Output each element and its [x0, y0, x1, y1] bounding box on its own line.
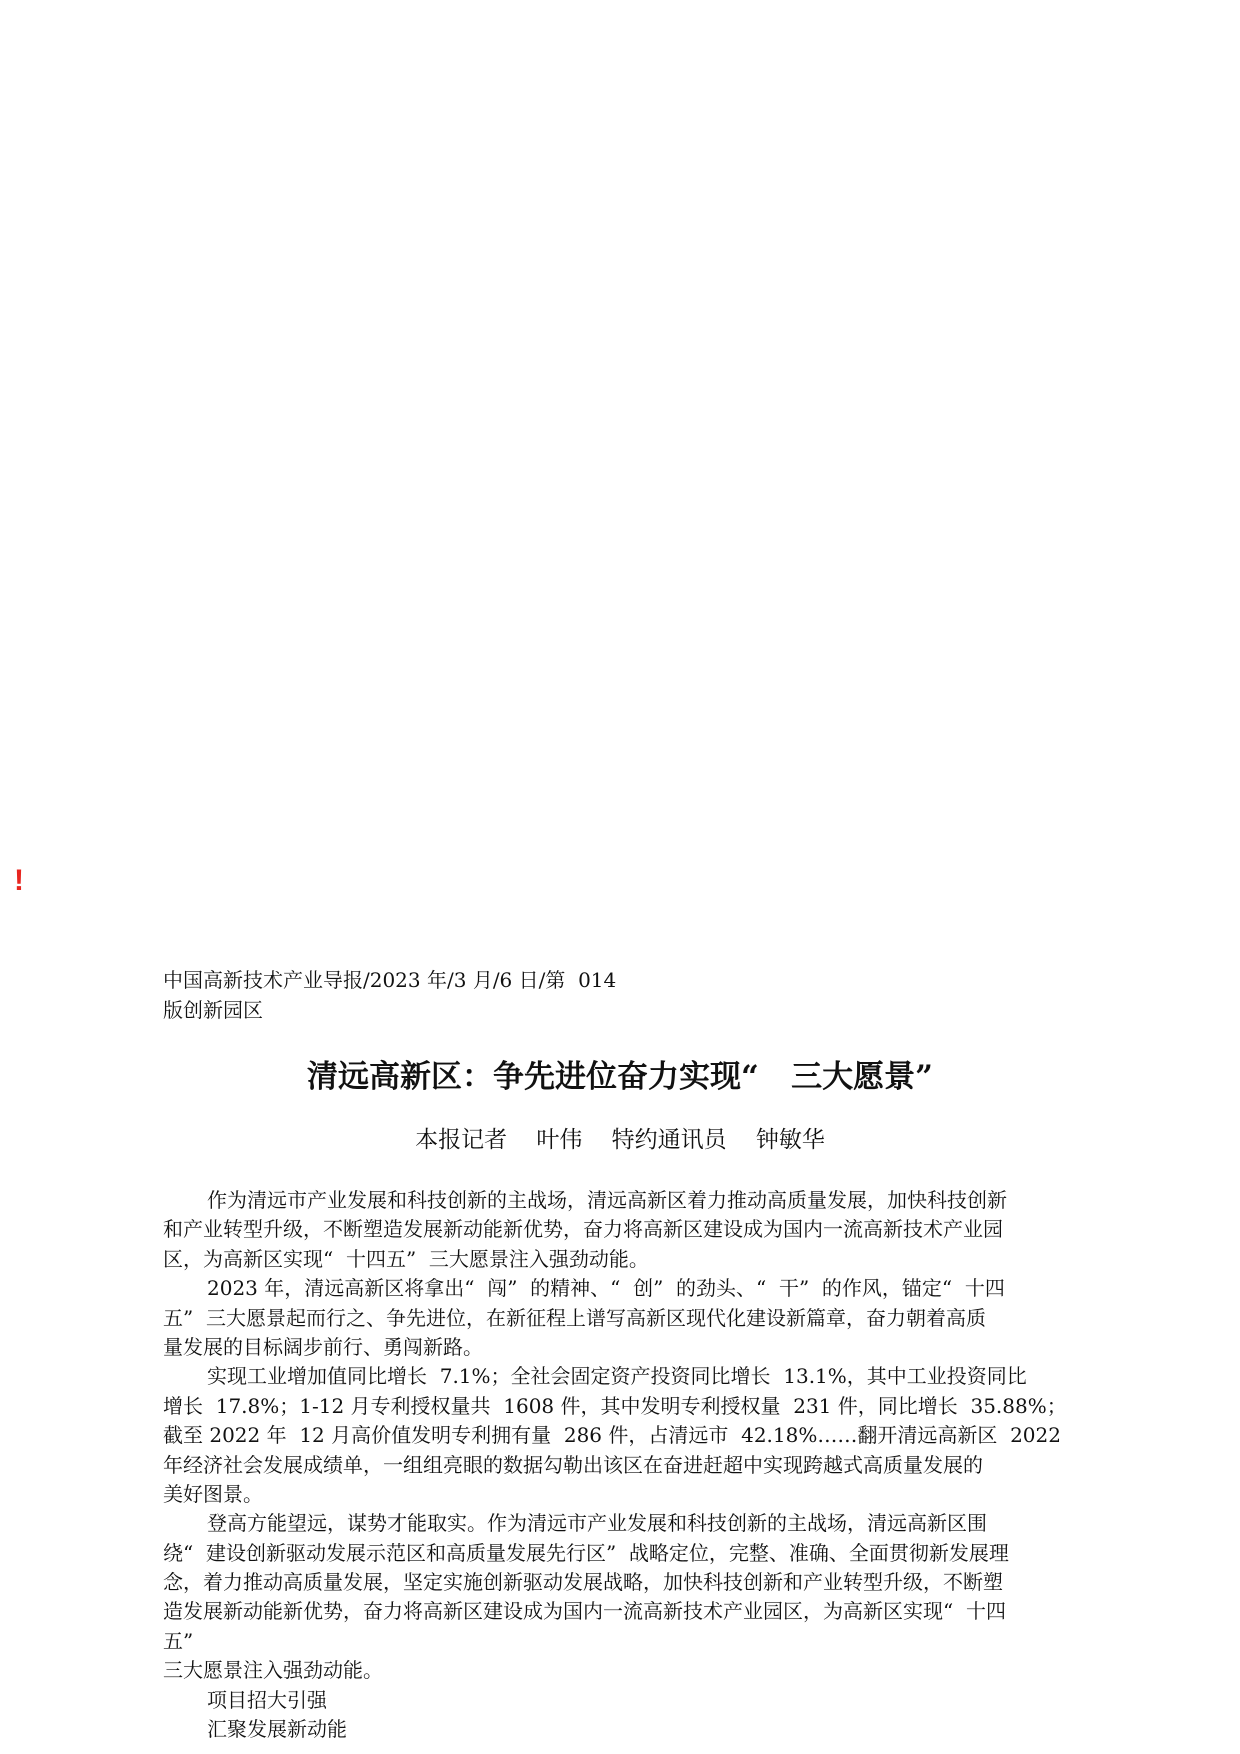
article-line: 五” 三大愿景起而行之、争先进位，在新征程上谱写高新区现代化建设新篇章，奋力朝着高质 [163, 1305, 986, 1330]
source-line: 中国高新技术产业导报/2023 年/3 月/6 日/第 014 版创新园区 [163, 968, 617, 1022]
article-line: 五” [163, 1628, 194, 1653]
article-line: 念，着力推动高质量发展，坚定实施创新驱动发展战略，加快科技创新和产业转型升级，不断塑 [163, 1570, 1003, 1595]
article-line: 汇聚发展新动能 [207, 1717, 347, 1742]
article-title: 清远高新区：争先进位奋力实现“ 三大愿景” [306, 1059, 934, 1095]
article-line: 三大愿景注入强劲动能。 [163, 1658, 383, 1683]
red-exclamation-mark: ! [14, 864, 24, 897]
article-body [163, 1186, 1087, 1744]
article-line: 量发展的目标阔步前行、勇闯新路。 [163, 1334, 483, 1359]
article-line: 增长 17.8%；1-12 月专利授权量共 1608 件，其中发明专利授权量 231 件，同比增长 35.88%； [163, 1393, 1067, 1418]
article-line: 年经济社会发展成绩单，一组组亮眼的数据勾勒出该区在奋进赶超中实现跨越式高质量发展的 [163, 1452, 983, 1477]
byline: 本报记者 叶伟 特约通讯员 钟敏华 [415, 1127, 825, 1153]
article-line: 截至 2022 年 12 月高价值发明专利拥有量 286 件，占清远市 42.18%……翻开清远高新区 2022 [163, 1423, 1061, 1448]
article-line: 美好图景。 [163, 1481, 263, 1506]
article-line: 和产业转型升级，不断塑造发展新动能新优势，奋力将高新区建设成为国内一流高新技术产业园 [163, 1217, 1003, 1242]
article-line: 造发展新动能新优势，奋力将高新区建设成为国内一流高新技术产业园区，为高新区实现“ 十四 [163, 1599, 1006, 1624]
article-line: 作为清远市产业发展和科技创新的主战场，清远高新区着力推动高质量发展，加快科技创新 [207, 1188, 1007, 1212]
article-line: 区，为高新区实现“ 十四五” 三大愿景注入强劲动能。 [163, 1246, 649, 1271]
article-line: 2023 年，清远高新区将拿出“ 闯” 的精神、“ 创” 的劲头、“ 干” 的作风，锚定“ 十四 [207, 1276, 1005, 1301]
article-line: 绕“ 建设创新驱动发展示范区和高质量发展先行区” 战略定位，完整、准确、全面贯彻新发展理 [163, 1540, 1009, 1565]
article-line: 实现工业增加值同比增长 7.1%；全社会固定资产投资同比增长 13.1%，其中工业投资同比 [207, 1364, 1027, 1389]
article-line: 登高方能望远，谋势才能取实。作为清远市产业发展和科技创新的主战场，清远高新区围 [207, 1511, 987, 1536]
article-line: 项目招大引强 [207, 1687, 327, 1712]
